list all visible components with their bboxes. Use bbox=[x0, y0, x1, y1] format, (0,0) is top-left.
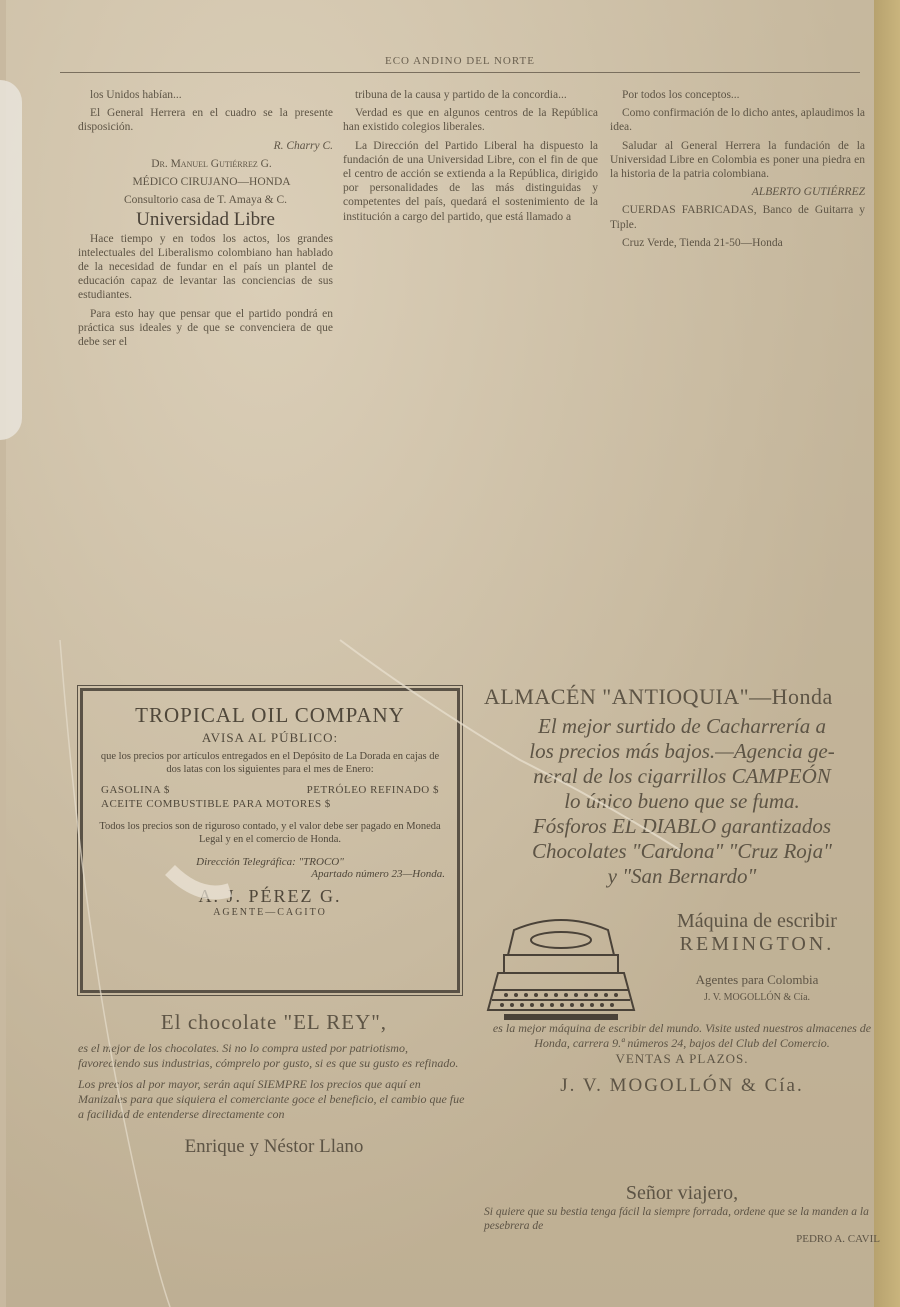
remington-line-2: REMINGTON. bbox=[679, 933, 835, 955]
tropical-address: Apartado número 23—Honda. bbox=[311, 868, 445, 880]
running-header: ECO ANDINO DEL NORTE bbox=[60, 52, 860, 73]
doctor-name: Dr. Manuel Gutiérrez G. bbox=[151, 157, 272, 170]
col1-paragraph-2: El General Herrera en el cuadro se la presente disposición. bbox=[78, 107, 333, 134]
tropical-item-aceite: ACEITE COMBUSTIBLE PARA MOTORES $ bbox=[101, 798, 331, 810]
column-3 bbox=[610, 88, 865, 678]
almacen-line-1: El mejor surtido de Cacharrería a bbox=[538, 714, 826, 738]
doctor-role: MÉDICO CIRUJANO—HONDA bbox=[132, 176, 291, 189]
col1-paragraph-3: Hace tiempo y en todos los actos, los grandes intelectuales del Liberalismo colombiano han hablado de la necesidad de fundar en el país un plantel de educación capaz de levantar las conciencias de sus estudiantes. bbox=[78, 232, 333, 302]
remington-body: es la mejor máquina de escribir del mundo. Visite usted nuestros almacenes de Honda, carrera 9.ª números 24, bajos del Club del Comercio. bbox=[492, 1021, 872, 1050]
col1-paragraph-4: Para esto hay que pensar que el partido pondrá en práctica sus ideales y de que se convenciera de que debe ser el bbox=[78, 307, 333, 349]
viajero-signature: PEDRO A. CAVIL bbox=[796, 1233, 880, 1245]
almacen-antioquia-ad bbox=[484, 684, 880, 889]
viajero-title: Señor viajero, bbox=[625, 1182, 739, 1204]
tropical-agent: A. J. PÉREZ G. bbox=[198, 886, 342, 906]
tropical-title: TROPICAL OIL COMPANY bbox=[135, 703, 405, 727]
remington-firm: J. V. MOGOLLÓN & Cía. bbox=[560, 1075, 804, 1096]
tropical-telegraph: Dirección Telegráfica: "TROCO" bbox=[196, 856, 344, 868]
col2-paragraph-1: tribuna de la causa y partido de la concordia... bbox=[355, 89, 567, 101]
col3-paragraph-1: Por todos los conceptos... bbox=[622, 89, 740, 101]
remington-ad bbox=[484, 910, 880, 1097]
rey-text-2: Los precios al por mayor, serán aquí SIEMPRE los precios que aquí en Manizales para que siquiera el comerciante goce el beneficio, el cambio que fue a facilidad de entenderse directamente con bbox=[78, 1077, 465, 1121]
viajero-ad bbox=[484, 1182, 880, 1245]
column-1 bbox=[78, 88, 333, 678]
almacen-line-3: neral de los cigarrillos CAMPEÓN bbox=[533, 764, 831, 788]
col3-paragraph-3: Saludar al General Herrera la fundación de la Universidad Libre en Colombia es poner una piedra en la historia de la patria colombiana. bbox=[610, 139, 865, 181]
remington-line-1: Máquina de escribir bbox=[677, 910, 837, 932]
col2-paragraph-2: Verdad es que en algunos centros de la República han existido colegios liberales. bbox=[343, 107, 598, 134]
col3-notice-1: CUERDAS FABRICADAS, Banco de Guitarra y Tiple. bbox=[610, 204, 865, 231]
chocolate-rey-ad bbox=[78, 1010, 470, 1158]
almacen-title: ALMACÉN "ANTIOQUIA"—Honda bbox=[484, 684, 833, 709]
almacen-line-4: lo único bueno que se fuma. bbox=[564, 789, 800, 813]
rey-signature: Enrique y Néstor Llano bbox=[184, 1136, 364, 1157]
remington-ventas: VENTAS A PLAZOS. bbox=[615, 1051, 749, 1066]
page-edge bbox=[874, 0, 900, 1307]
universidad-heading: Universidad Libre bbox=[136, 209, 275, 231]
tropical-agent-role: AGENTE—CAGITO bbox=[213, 907, 327, 918]
rey-title: El chocolate "EL REY", bbox=[160, 1010, 388, 1034]
tropical-terms: Todos los precios son de riguroso contado, y el valor debe ser pagado en Moneda Legal y en el comercio de Honda. bbox=[99, 821, 441, 845]
col3-signature: ALBERTO GUTIÉRREZ bbox=[751, 186, 865, 199]
almacen-body bbox=[484, 714, 880, 889]
remington-line-3: Agentes para Colombia bbox=[695, 972, 819, 987]
almacen-line-6: Chocolates "Cardona" "Cruz Roja" bbox=[532, 839, 832, 863]
viajero-body: Si quiere que su bestia tenga fácil la siempre forrada, ordene que se la manden a la pesebrera de bbox=[484, 1206, 869, 1232]
tropical-price-row bbox=[101, 784, 439, 796]
doctor-office: Consultorio casa de T. Amaya & C. bbox=[123, 194, 288, 207]
remington-heading bbox=[634, 910, 880, 1003]
col1-paragraph-1: los Unidos habían... bbox=[90, 89, 182, 101]
typewriter-icon bbox=[484, 910, 638, 1030]
col3-paragraph-2: Como confirmación de lo dicho antes, aplaudimos la idea. bbox=[610, 107, 865, 134]
tropical-oil-ad bbox=[80, 688, 460, 993]
col1-signature: R. Charry C. bbox=[273, 139, 333, 152]
almacen-line-7: y "San Bernardo" bbox=[607, 864, 757, 888]
remington-line-4: J. V. MOGOLLÓN & Cía. bbox=[703, 992, 811, 1003]
col2-paragraph-3: La Dirección del Partido Liberal ha dispuesto la fundación de una Universidad Libre, con el fin de que el centro de acción se extienda a la República, dirigido por personalidades de las más distinguidas y competentes del país, quedará el sostenimiento de la institución a cargo del partido, que está llamado a bbox=[343, 139, 598, 223]
tropical-subtitle: AVISA AL PÚBLICO: bbox=[201, 730, 339, 745]
torn-edge bbox=[0, 80, 22, 440]
col3-notice-2: Cruz Verde, Tienda 21-50—Honda bbox=[622, 236, 783, 249]
column-2 bbox=[343, 88, 598, 678]
tropical-text: que los precios por artículos entregados en el Depósito de La Dorada en cajas de dos latas con los siguientes para el mes de Enero: bbox=[100, 751, 440, 775]
tropical-item-gasolina: GASOLINA $ bbox=[101, 784, 170, 796]
rey-text: es el mejor de los chocolates. Si no lo compra usted por patriotismo, favoreciendo sus industrias, cómprelo por gusto, si es que su gusto es refinado. bbox=[78, 1041, 459, 1070]
tropical-item-petroleo: PETRÓLEO REFINADO $ bbox=[306, 784, 439, 796]
almacen-line-5: Fósforos EL DIABLO garantizados bbox=[532, 814, 832, 838]
almacen-line-2: los precios más bajos.—Agencia ge- bbox=[529, 739, 835, 763]
